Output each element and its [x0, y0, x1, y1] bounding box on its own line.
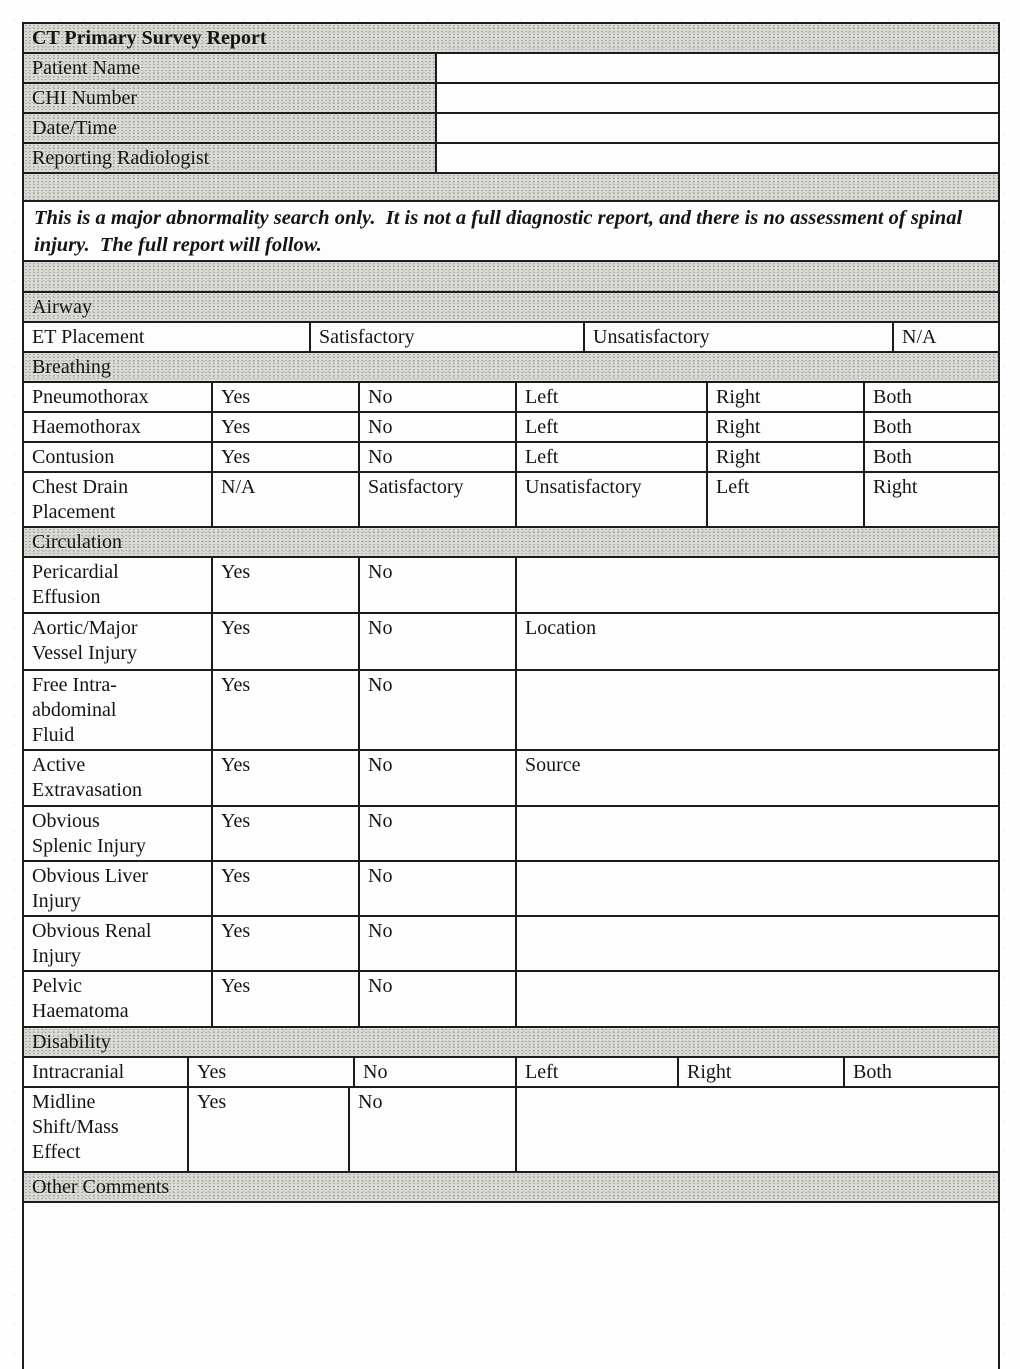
contusion-yes[interactable]: Yes [213, 443, 360, 471]
active-extravasation-yes[interactable]: Yes [213, 751, 360, 805]
haemothorax-no[interactable]: No [360, 413, 517, 441]
pneumothorax-right[interactable]: Right [708, 383, 865, 411]
section-header-circulation-row [24, 526, 998, 556]
pelvic-haematoma-no[interactable]: No [360, 972, 517, 1026]
section-header-breathing-row [24, 351, 998, 381]
aortic-vessel-injury-location[interactable]: Location [525, 617, 597, 640]
circulation-row-free-intraabdominal-fluid [24, 669, 998, 749]
active-extravasation-label: Active Extravasation [24, 751, 213, 805]
contusion-label: Contusion [24, 443, 213, 471]
disability-row-intracranial [24, 1056, 998, 1086]
field-row-patient-name [24, 52, 998, 82]
other-comments-area[interactable] [24, 1203, 998, 1369]
breathing-row-pneumothorax [24, 381, 998, 411]
other-comments-row [24, 1201, 998, 1369]
et-placement-option-unsatisfactory[interactable]: Unsatisfactory [585, 323, 894, 351]
disability-row-midline-shift [24, 1086, 998, 1171]
chest-drain-label: Chest Drain Placement [24, 473, 213, 526]
chi-number-label: CHI Number [24, 84, 437, 112]
obvious-liver-injury-no[interactable]: No [360, 862, 517, 915]
breathing-row-chest-drain [24, 471, 998, 526]
midline-shift-no[interactable]: No [350, 1088, 517, 1171]
pelvic-haematoma-detail[interactable] [517, 972, 998, 1026]
chest-drain-na[interactable]: N/A [213, 473, 360, 526]
free-intraabdominal-fluid-detail[interactable] [517, 671, 998, 749]
form-title-row [24, 24, 998, 52]
pneumothorax-both[interactable]: Both [873, 386, 912, 409]
obvious-renal-injury-yes[interactable]: Yes [213, 917, 360, 970]
section-header-other-comments-row [24, 1171, 998, 1201]
intracranial-right[interactable]: Right [679, 1058, 845, 1086]
circulation-row-active-extravasation [24, 749, 998, 805]
et-placement-option-na[interactable]: N/A [902, 326, 937, 349]
obvious-renal-injury-detail[interactable] [517, 917, 998, 970]
notice-row [24, 200, 998, 260]
ct-primary-survey-form [22, 22, 1000, 1369]
haemothorax-label: Haemothorax [24, 413, 213, 441]
active-extravasation-no[interactable]: No [360, 751, 517, 805]
section-header-other-comments: Other Comments [24, 1173, 998, 1201]
obvious-liver-injury-detail[interactable] [517, 862, 998, 915]
reporting-radiologist-label: Reporting Radiologist [24, 144, 437, 172]
intracranial-both[interactable]: Both [853, 1061, 892, 1084]
section-header-disability-row [24, 1026, 998, 1056]
date-time-label: Date/Time [24, 114, 437, 142]
chest-drain-satisfactory[interactable]: Satisfactory [360, 473, 517, 526]
intracranial-no[interactable]: No [355, 1058, 517, 1086]
chest-drain-right[interactable]: Right [873, 476, 918, 499]
pneumothorax-label: Pneumothorax [24, 383, 213, 411]
obvious-renal-injury-no[interactable]: No [360, 917, 517, 970]
field-row-chi-number [24, 82, 998, 112]
pneumothorax-left[interactable]: Left [517, 383, 708, 411]
pericardial-effusion-yes[interactable]: Yes [213, 558, 360, 612]
haemothorax-right[interactable]: Right [708, 413, 865, 441]
pelvic-haematoma-yes[interactable]: Yes [213, 972, 360, 1026]
circulation-row-obvious-renal-injury [24, 915, 998, 970]
free-intraabdominal-fluid-no[interactable]: No [360, 671, 517, 749]
obvious-splenic-injury-yes[interactable]: Yes [213, 807, 360, 860]
breathing-row-contusion [24, 441, 998, 471]
pericardial-effusion-no[interactable]: No [360, 558, 517, 612]
circulation-row-aortic-vessel-injury [24, 612, 998, 669]
aortic-vessel-injury-yes[interactable]: Yes [213, 614, 360, 669]
circulation-row-pericardial-effusion [24, 556, 998, 612]
date-time-value[interactable] [437, 114, 998, 142]
aortic-vessel-injury-no[interactable]: No [360, 614, 517, 669]
active-extravasation-source[interactable]: Source [525, 754, 581, 777]
breathing-row-haemothorax [24, 411, 998, 441]
section-header-circulation: Circulation [24, 528, 998, 556]
haemothorax-both[interactable]: Both [873, 416, 912, 439]
free-intraabdominal-fluid-label: Free Intra-abdominal Fluid [24, 671, 213, 749]
intracranial-left[interactable]: Left [517, 1058, 679, 1086]
et-placement-label: ET Placement [24, 323, 311, 351]
section-header-disability: Disability [24, 1028, 998, 1056]
notice-text: This is a major abnormality search only. It is not a full diagnostic report, and there is no assessment of spinal injury. The full report will follow. [34, 207, 968, 256]
midline-shift-yes[interactable]: Yes [189, 1088, 350, 1171]
aortic-vessel-injury-label: Aortic/Major Vessel Injury [24, 614, 213, 669]
et-placement-row [24, 321, 998, 351]
field-row-date-time [24, 112, 998, 142]
et-placement-option-satisfactory[interactable]: Satisfactory [311, 323, 585, 351]
field-row-reporting-radiologist [24, 142, 998, 172]
section-header-airway: Airway [24, 293, 998, 321]
obvious-splenic-injury-label: Obvious Splenic Injury [24, 807, 213, 860]
patient-name-value[interactable] [437, 54, 998, 82]
divider-strip-top [24, 172, 998, 200]
circulation-row-obvious-splenic-injury [24, 805, 998, 860]
reporting-radiologist-value[interactable] [437, 144, 998, 172]
contusion-no[interactable]: No [360, 443, 517, 471]
chest-drain-left[interactable]: Left [708, 473, 865, 526]
section-header-airway-row [24, 291, 998, 321]
form-title: CT Primary Survey Report [24, 24, 998, 52]
circulation-row-obvious-liver-injury [24, 860, 998, 915]
pericardial-effusion-label: Pericardial Effusion [24, 558, 213, 612]
obvious-liver-injury-label: Obvious Liver Injury [24, 862, 213, 915]
contusion-right[interactable]: Right [708, 443, 865, 471]
circulation-row-pelvic-haematoma [24, 970, 998, 1026]
free-intraabdominal-fluid-yes[interactable]: Yes [213, 671, 360, 749]
obvious-splenic-injury-no[interactable]: No [360, 807, 517, 860]
chi-number-value[interactable] [437, 84, 998, 112]
obvious-liver-injury-yes[interactable]: Yes [213, 862, 360, 915]
contusion-both[interactable]: Both [873, 446, 912, 469]
intracranial-yes[interactable]: Yes [189, 1058, 355, 1086]
patient-name-label: Patient Name [24, 54, 437, 82]
chest-drain-unsatisfactory[interactable]: Unsatisfactory [517, 473, 708, 526]
midline-shift-detail[interactable] [517, 1088, 998, 1171]
haemothorax-yes[interactable]: Yes [213, 413, 360, 441]
pneumothorax-yes[interactable]: Yes [213, 383, 360, 411]
intracranial-label: Intracranial [24, 1058, 189, 1086]
contusion-left[interactable]: Left [517, 443, 708, 471]
section-header-breathing: Breathing [24, 353, 998, 381]
obvious-renal-injury-label: Obvious Renal Injury [24, 917, 213, 970]
obvious-splenic-injury-detail[interactable] [517, 807, 998, 860]
pelvic-haematoma-label: Pelvic Haematoma [24, 972, 213, 1026]
pneumothorax-no[interactable]: No [360, 383, 517, 411]
pericardial-effusion-detail[interactable] [517, 558, 998, 612]
midline-shift-label: Midline Shift/Mass Effect [24, 1088, 189, 1171]
divider-strip-mid [24, 260, 998, 291]
haemothorax-left[interactable]: Left [517, 413, 708, 441]
